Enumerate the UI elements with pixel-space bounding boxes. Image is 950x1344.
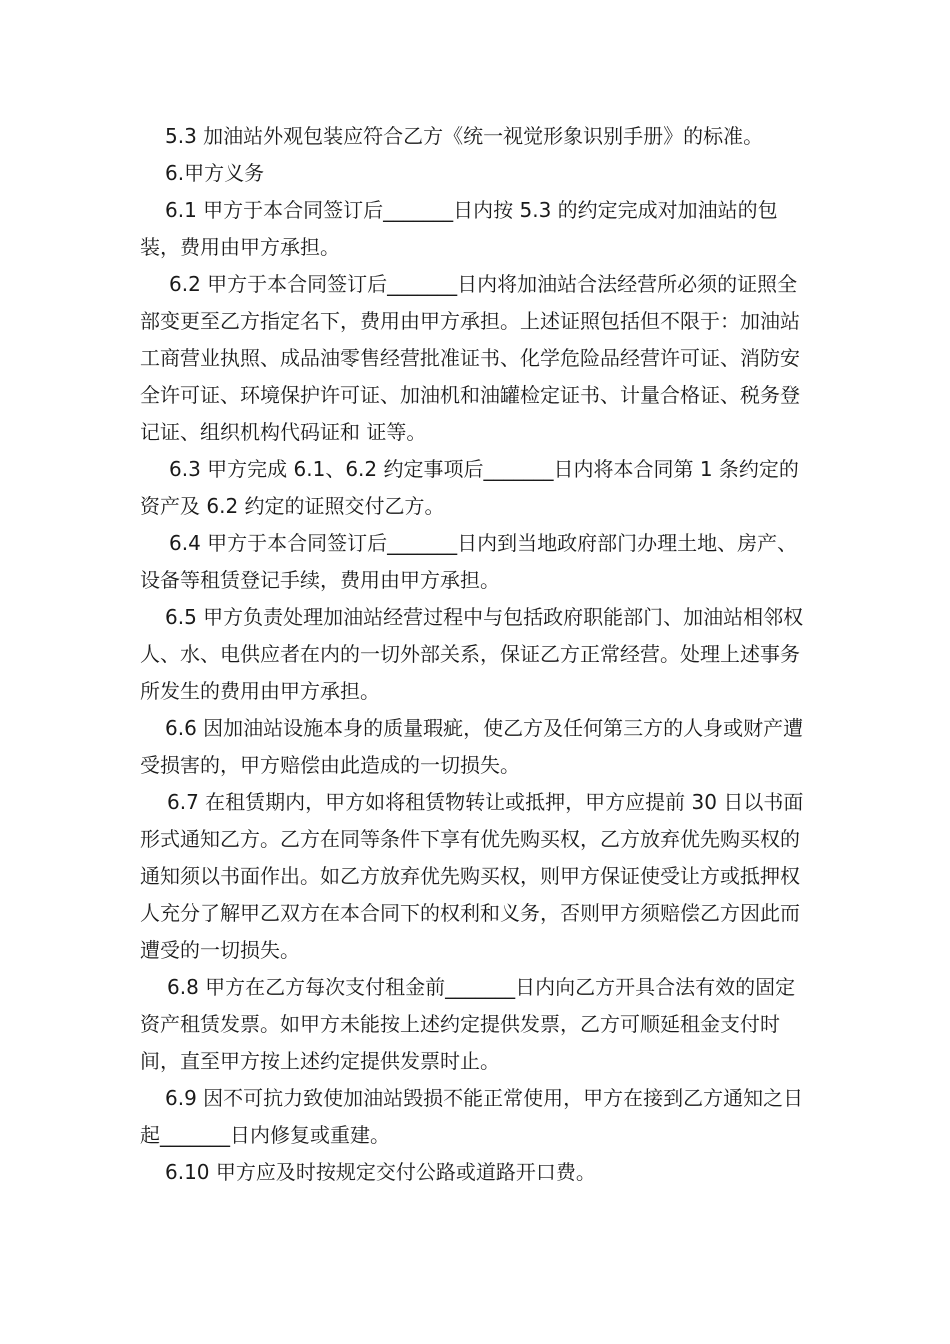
clause-6-3: 6.3 甲方完成 6.1、6.2 约定事项后_______日内将本合同第 1 条约定的资产及 6.2 约定的证照交付乙方。 <box>140 457 799 518</box>
clause-5-3: 5.3 加油站外观包装应符合乙方《统一视觉形象识别手册》的标准。 <box>165 124 764 148</box>
clause-6-2: 6.2 甲方于本合同签订后_______日内将加油站合法经营所必须的证照全部变更至乙方指定名下，费用由甲方承担。上述证照包括但不限于：加油站工商营业执照、成品油零售经营批准证书、化学危险品经营许可证、消防安全许可证、环境保护许可证、加油机和油罐检定证书、计量合格证、税务登记证、组织机构代码证和 证等。 <box>140 272 800 444</box>
document-body <box>140 118 812 1191</box>
clause-6-6: 6.6 因加油站设施本身的质量瑕疵，使乙方及任何第三方的人身或财产遭受损害的，甲方赔偿由此造成的一切损失。 <box>140 716 804 777</box>
clause-6-4: 6.4 甲方于本合同签订后_______日内到当地政府部门办理土地、房产、设备等租赁登记手续，费用由甲方承担。 <box>140 531 798 592</box>
clause-6-7: 6.7 在租赁期内，甲方如将租赁物转让或抵押，甲方应提前 30 日以书面形式通知乙方。乙方在同等条件下享有优先购买权，乙方放弃优先购买权的通知须以书面作出。如乙方放弃优先购买权，则甲方保证使受让方或抵押权人充分了解甲乙双方在本合同下的权利和义务，否则甲方须赔偿乙方因此而遭受的一切损失。 <box>140 790 804 962</box>
clause-6-8: 6.8 甲方在乙方每次支付租金前_______日内向乙方开具合法有效的固定资产租赁发票。如甲方未能按上述约定提供发票，乙方可顺延租金支付时间，直至甲方按上述约定提供发票时止。 <box>140 975 796 1073</box>
clause-6-10: 6.10 甲方应及时按规定交付公路或道路开口费。 <box>165 1160 596 1184</box>
clause-6-9: 6.9 因不可抗力致使加油站毁损不能正常使用，甲方在接到乙方通知之日起_______日内修复或重建。 <box>140 1086 804 1147</box>
clause-6-5: 6.5 甲方负责处理加油站经营过程中与包括政府职能部门、加油站相邻权人、水、电供应者在内的一切外部关系，保证乙方正常经营。处理上述事务所发生的费用由甲方承担。 <box>140 605 804 703</box>
clause-6-1: 6.1 甲方于本合同签订后_______日内按 5.3 的约定完成对加油站的包装，费用由甲方承担。 <box>140 198 778 259</box>
section-heading-6: 6.甲方义务 <box>165 161 265 185</box>
